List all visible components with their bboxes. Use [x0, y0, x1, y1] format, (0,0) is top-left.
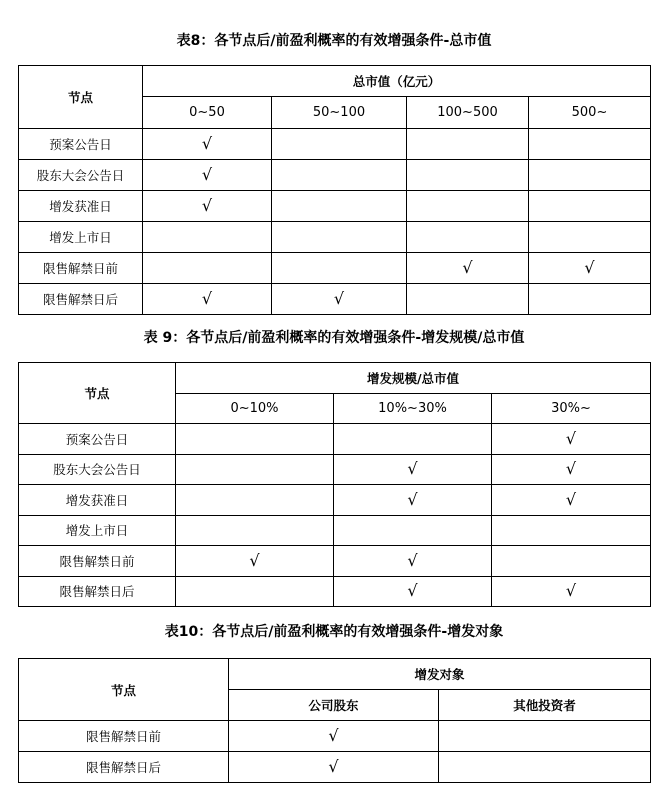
table3	[18, 658, 651, 783]
check-mark: √	[201, 289, 213, 308]
table-row	[19, 454, 651, 485]
table-cell	[492, 576, 651, 607]
table-cell	[176, 576, 334, 607]
table-cell	[334, 576, 492, 607]
table-cell	[272, 129, 407, 160]
column-header: 0~10%	[176, 393, 334, 424]
table1	[18, 65, 651, 315]
table-cell	[143, 191, 272, 222]
table-row	[19, 424, 651, 455]
table2	[18, 362, 651, 607]
column-header: 500~	[529, 97, 651, 129]
row-label: 预案公告日	[19, 424, 176, 455]
header-row	[19, 66, 651, 97]
check-mark: √	[201, 165, 213, 184]
row-label: 股东大会公告日	[19, 454, 176, 485]
table-row	[19, 546, 651, 577]
check-mark: √	[462, 258, 473, 277]
table-cell	[407, 222, 529, 253]
table-cell	[176, 546, 334, 577]
check-mark: √	[249, 550, 260, 570]
table-cell	[143, 284, 272, 315]
table-cell	[492, 424, 651, 455]
table-cell	[407, 284, 529, 315]
table-row	[19, 222, 651, 253]
check-mark: √	[565, 489, 577, 509]
table-cell	[407, 191, 529, 222]
table-cell	[529, 129, 651, 160]
column-header: 0~50	[143, 97, 272, 129]
row-label: 限售解禁日前	[19, 253, 143, 284]
row-label: 预案公告日	[19, 129, 143, 160]
check-mark: √	[565, 459, 577, 479]
table-cell	[176, 424, 334, 455]
node-header: 节点	[19, 363, 176, 424]
column-header: 10%~30%	[334, 393, 492, 424]
table-cell	[176, 485, 334, 516]
table-cell	[143, 222, 272, 253]
header-row	[19, 659, 651, 690]
table-row	[19, 576, 651, 607]
table-cell	[272, 253, 407, 284]
table-cell	[529, 284, 651, 315]
table-cell	[529, 191, 651, 222]
row-label: 限售解禁日前	[19, 546, 176, 577]
column-header: 公司股东	[229, 690, 439, 721]
table-cell	[407, 253, 529, 284]
check-mark: √	[407, 459, 418, 479]
column-header: 100~500	[407, 97, 529, 129]
row-label: 限售解禁日后	[19, 284, 143, 315]
table-cell	[529, 160, 651, 191]
check-mark: √	[407, 489, 418, 509]
check-mark: √	[584, 258, 595, 277]
table-row	[19, 515, 651, 546]
row-label: 增发上市日	[19, 515, 176, 546]
table-row	[19, 129, 651, 160]
table-row	[19, 752, 651, 783]
row-label: 限售解禁日前	[19, 721, 229, 752]
table-cell	[439, 752, 651, 783]
row-label: 限售解禁日后	[19, 752, 229, 783]
table-row	[19, 485, 651, 516]
row-label: 限售解禁日后	[19, 576, 176, 607]
table-cell	[143, 160, 272, 191]
table-cell	[143, 129, 272, 160]
table-cell	[334, 424, 492, 455]
table-cell	[272, 160, 407, 191]
row-label: 增发获准日	[19, 191, 143, 222]
table-row	[19, 284, 651, 315]
table-cell	[439, 721, 651, 752]
table-cell	[334, 546, 492, 577]
table2-title: 表 9：各节点后/前盈利概率的有效增强条件-增发规模/总市值	[143, 330, 525, 346]
header-row	[19, 363, 651, 394]
table-cell	[272, 191, 407, 222]
table-cell	[492, 546, 651, 577]
check-mark: √	[201, 134, 213, 153]
node-header: 节点	[19, 66, 143, 129]
column-header: 50~100	[272, 97, 407, 129]
table-row	[19, 191, 651, 222]
table-cell	[334, 454, 492, 485]
table3-title: 表10：各节点后/前盈利概率的有效增强条件-增发对象	[164, 624, 504, 640]
column-header: 30%~	[492, 393, 651, 424]
table-cell	[229, 721, 439, 752]
check-mark: √	[328, 757, 339, 776]
row-label: 增发获准日	[19, 485, 176, 516]
row-label: 股东大会公告日	[19, 160, 143, 191]
node-header: 节点	[19, 659, 229, 721]
check-mark: √	[201, 196, 213, 215]
table-cell	[529, 253, 651, 284]
group-header: 增发对象	[229, 659, 651, 690]
row-label: 增发上市日	[19, 222, 143, 253]
table-cell	[334, 485, 492, 516]
table-row	[19, 721, 651, 752]
check-mark: √	[565, 428, 577, 448]
table-cell	[176, 454, 334, 485]
table-cell	[176, 515, 334, 546]
check-mark: √	[328, 726, 339, 745]
table-cell	[492, 485, 651, 516]
group-header: 增发规模/总市值	[176, 363, 651, 394]
check-mark: √	[407, 550, 418, 570]
table-cell	[529, 222, 651, 253]
table-cell	[272, 222, 407, 253]
table1-title: 表8：各节点后/前盈利概率的有效增强条件-总市值	[176, 33, 492, 49]
table-cell	[334, 515, 492, 546]
table-row	[19, 253, 651, 284]
table-cell	[229, 752, 439, 783]
table-cell	[492, 454, 651, 485]
table-cell	[272, 284, 407, 315]
table-row	[19, 160, 651, 191]
table-cell	[407, 160, 529, 191]
check-mark: √	[333, 289, 345, 308]
column-header: 其他投资者	[439, 690, 651, 721]
table-cell	[407, 129, 529, 160]
group-header: 总市值（亿元）	[143, 66, 651, 97]
table-cell	[143, 253, 272, 284]
table-cell	[492, 515, 651, 546]
check-mark: √	[565, 581, 577, 601]
check-mark: √	[407, 581, 418, 601]
